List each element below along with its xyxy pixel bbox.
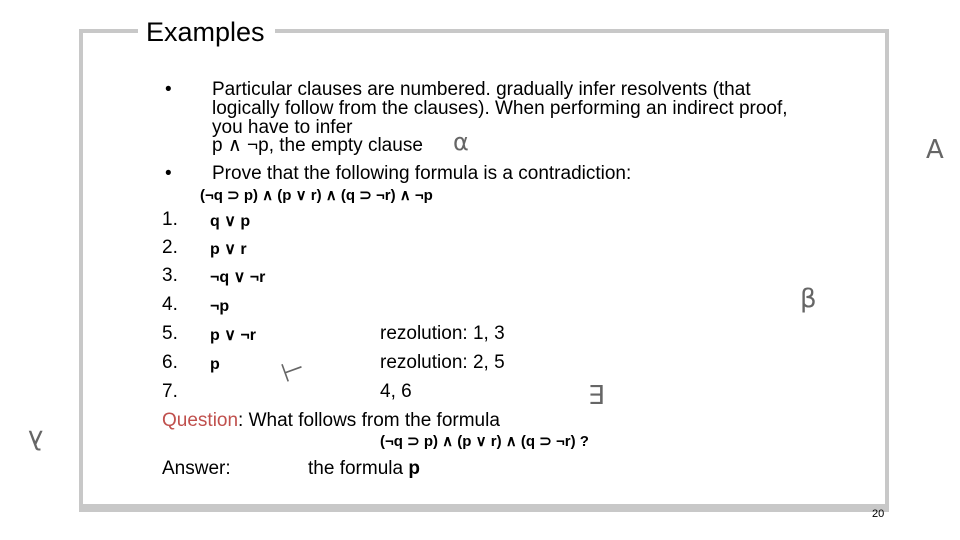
- answer-text: the formula: [308, 458, 409, 479]
- slide-title: Examples: [138, 14, 275, 50]
- beta-symbol: β: [800, 284, 817, 314]
- alpha-symbol: α: [453, 128, 469, 156]
- clause-formula: p ∨ ¬r: [210, 327, 256, 344]
- clause-number: 1.: [162, 209, 178, 230]
- bullet-1-text: Particular clauses are numbered. gradually infer resolvents (that logically follow from the clauses). When performing an indirect proof, you have to infer: [212, 79, 788, 138]
- exists-symbol: ∃: [588, 381, 605, 411]
- clause-number: 2.: [162, 237, 178, 258]
- bullet-1-mark: •: [165, 79, 172, 100]
- question-label: Question: [162, 410, 239, 431]
- clause-formula: q ∨ p: [210, 213, 251, 230]
- question-line: [162, 411, 500, 431]
- answer-label: Answer:: [162, 458, 231, 479]
- page-number: 20: [872, 508, 885, 520]
- bullet-1-formula: p ∧ ¬p, the empty clause: [212, 135, 423, 156]
- bullet-2-mark: •: [165, 163, 172, 184]
- clause-formula: p ∨ r: [210, 241, 247, 258]
- turnstile-symbol: ⊢: [277, 353, 310, 389]
- clause-formula: ¬p: [210, 298, 230, 315]
- clause-number: 5.: [162, 323, 178, 344]
- main-formula: (¬q ⊃ p) ∧ (p ∨ r) ∧ (q ⊃ ¬r) ∧ ¬p: [200, 187, 433, 204]
- clause-number: 4.: [162, 294, 178, 315]
- bullet-2-text: Prove that the following formula is a contradiction:: [212, 163, 632, 184]
- clause-number: 6.: [162, 352, 178, 373]
- clause-formula: p: [210, 356, 220, 373]
- clause-formula: ¬q ∨ ¬r: [210, 269, 266, 286]
- question-text: : What follows from the formula: [238, 410, 500, 431]
- clause-number: 3.: [162, 265, 178, 286]
- answer-variable: p: [408, 458, 420, 479]
- forall-symbol: ∀: [926, 132, 944, 162]
- clause-note: rezolution: 1, 3: [380, 323, 505, 344]
- clause-note: rezolution: 2, 5: [380, 352, 505, 373]
- clause-note: 4, 6: [380, 381, 412, 402]
- lambda-symbol: λ: [28, 424, 44, 454]
- slide-frame-shadow: [79, 504, 889, 509]
- question-formula: (¬q ⊃ p) ∧ (p ∨ r) ∧ (q ⊃ ¬r) ?: [380, 433, 589, 450]
- clause-number: 7.: [162, 381, 178, 402]
- answer-line: [308, 459, 420, 479]
